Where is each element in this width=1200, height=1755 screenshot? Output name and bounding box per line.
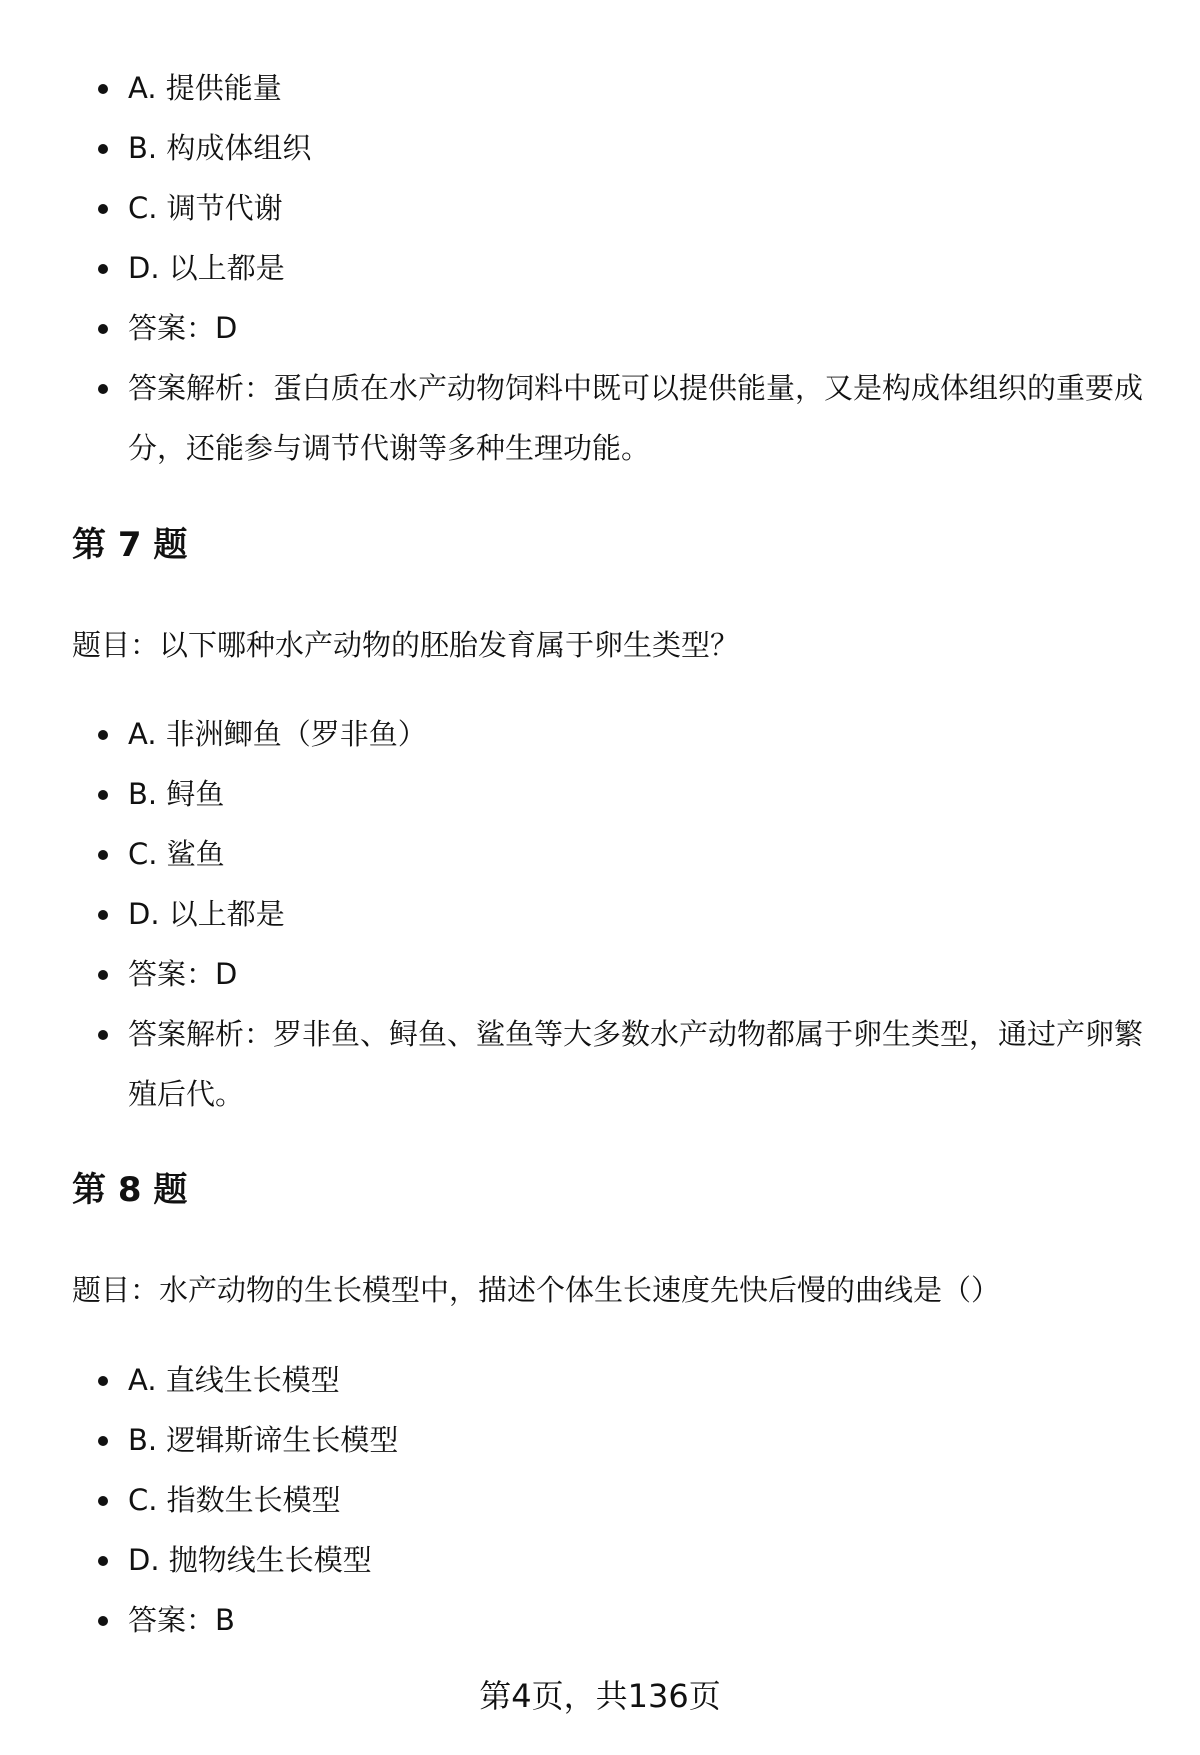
q6-option-list	[0, 58, 1200, 478]
q7-analysis: 答案解析：罗非鱼、鲟鱼、鲨鱼等大多数水产动物都属于卵生类型，通过产卵繁殖后代。	[0, 1004, 1200, 1124]
q7-option-c: C. 鲨鱼	[0, 824, 1200, 884]
q6-analysis: 答案解析：蛋白质在水产动物饲料中既可以提供能量，又是构成体组织的重要成分，还能参与调节代谢等多种生理功能。	[0, 358, 1200, 478]
q7-heading: 第 7 题	[72, 525, 188, 565]
q8-option-c: C. 指数生长模型	[0, 1470, 1200, 1530]
q8-stem: 题目：水产动物的生长模型中，描述个体生长速度先快后慢的曲线是（）	[72, 1273, 1001, 1307]
q7-stem: 题目：以下哪种水产动物的胚胎发育属于卵生类型？	[72, 628, 740, 662]
q8-option-list	[0, 1350, 1200, 1650]
q7-option-a: A. 非洲鲫鱼（罗非鱼）	[0, 704, 1200, 764]
q7-answer: 答案：D	[0, 944, 1200, 1004]
q8-answer: 答案：B	[0, 1590, 1200, 1650]
q8-option-d: D. 抛物线生长模型	[0, 1530, 1200, 1590]
q6-option-d: D. 以上都是	[0, 238, 1200, 298]
q8-option-b: B. 逻辑斯谛生长模型	[0, 1410, 1200, 1470]
q7-option-d: D. 以上都是	[0, 884, 1200, 944]
q8-heading: 第 8 题	[72, 1170, 188, 1210]
q7-option-list	[0, 704, 1200, 1124]
q6-answer: 答案：D	[0, 298, 1200, 358]
q6-option-c: C. 调节代谢	[0, 178, 1200, 238]
q6-option-a: A. 提供能量	[0, 58, 1200, 118]
q8-option-a: A. 直线生长模型	[0, 1350, 1200, 1410]
q6-option-b: B. 构成体组织	[0, 118, 1200, 178]
q7-option-b: B. 鲟鱼	[0, 764, 1200, 824]
page-number-footer: 第4页，共136页	[479, 1677, 721, 1715]
